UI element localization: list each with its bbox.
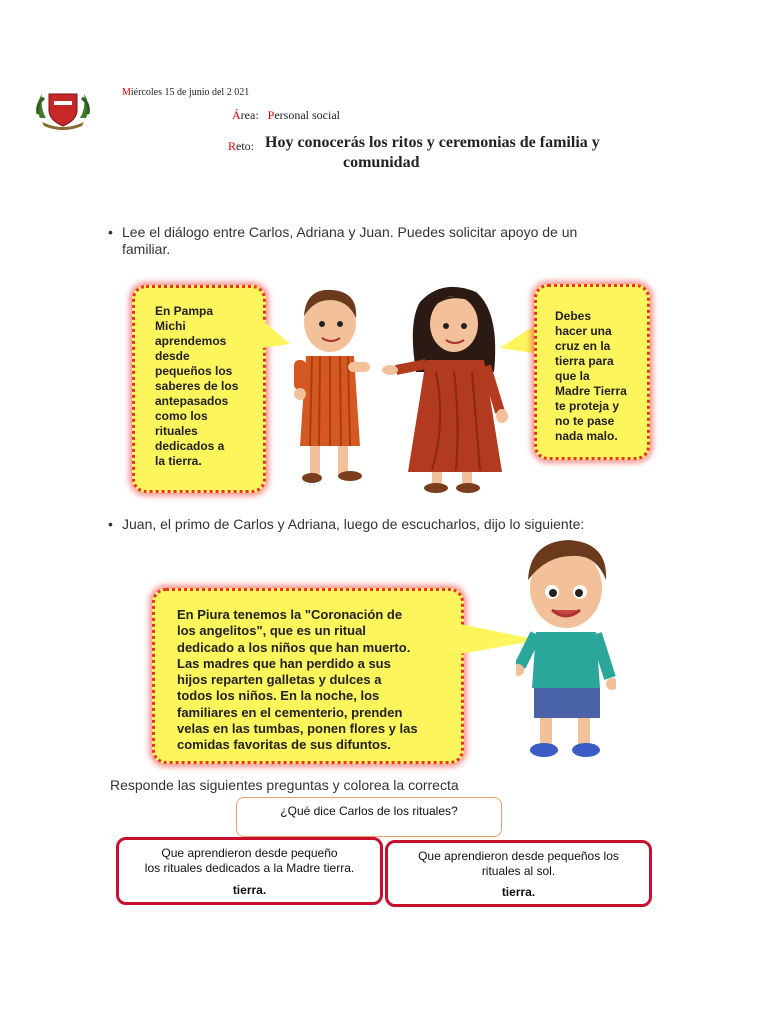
adriana-speech-text: Debes hacer una cruz en la tierra para que la Madre Tierra te proteja y no te pase nada malo. (555, 309, 627, 443)
area-value-initial: P (267, 108, 275, 122)
area-label-initial: Á (232, 108, 241, 122)
challenge-title-line1: Hoy conocerás los ritos y ceremonias de familia y (265, 134, 600, 151)
school-crest-logo (32, 88, 94, 132)
questions-instruction: Responde las siguientes preguntas y colorea la correcta (110, 777, 459, 793)
challenge-title-line2: comunidad (343, 154, 420, 171)
instruction-text: Lee el diálogo entre Carlos, Adriana y Juan. Puedes solicitar apoyo de un familiar. (122, 224, 578, 257)
answer-option-2[interactable] (385, 840, 652, 907)
option-1-line1: Que aprendieron desde pequeño (161, 846, 338, 860)
juan-speech-text: En Piura tenemos la "Coronación de los angelitos", que es un ritual dedicado a los niños que han muerto. Las madres que han perdido a sus hijos reparten galletas y dulces a todos los niños. En la noche, los familiares en el cementerio, prenden velas en las tumbas, ponen flores y las comidas favoritas de sus difuntos. (177, 607, 418, 753)
option-2-line1: Que aprendieron desde pequeños los (418, 849, 619, 863)
instruction-bullet-2 (108, 516, 648, 533)
juan-illustration (516, 536, 616, 760)
area-value: ersonal social (274, 108, 340, 122)
option-2-bottom: tierra. (501, 885, 536, 899)
date-text: iércoles 15 de junio del 2 021 (130, 87, 250, 98)
juan-speech-bubble (152, 588, 464, 764)
lesson-date (122, 87, 249, 98)
question-text: ¿Qué dice Carlos de los rituales? (280, 804, 458, 818)
option-1-bottom: tierra. (232, 883, 267, 897)
adriana-illustration (376, 282, 516, 496)
bullet-dot: • (108, 224, 113, 240)
reto-initial: R (228, 139, 237, 153)
instruction-bullet-1 (108, 224, 628, 258)
reto-label-text: eto: (236, 139, 255, 153)
carlos-illustration (286, 286, 376, 486)
instruction-text: Juan, el primo de Carlos y Adriana, luego de escucharlos, dijo lo siguiente: (122, 516, 585, 532)
challenge-label (228, 139, 254, 154)
carlos-speech-bubble (132, 285, 266, 493)
carlos-speech-text: En Pampa Michi aprendemos desde pequeños los saberes de los antepasados como los rituales dedicados a la tierra. (155, 304, 239, 468)
area-label: rea: (240, 108, 259, 122)
question-box (236, 797, 502, 837)
answer-option-1[interactable] (116, 837, 383, 905)
option-1-line2: los rituales dedicados a la Madre tierra. (144, 861, 355, 875)
adriana-speech-bubble (534, 284, 650, 460)
subject-area (232, 108, 340, 123)
bullet-dot: • (108, 516, 113, 532)
date-initial: M (122, 87, 131, 98)
challenge-title (265, 133, 665, 173)
option-2-line2: rituales al sol. (481, 864, 556, 878)
